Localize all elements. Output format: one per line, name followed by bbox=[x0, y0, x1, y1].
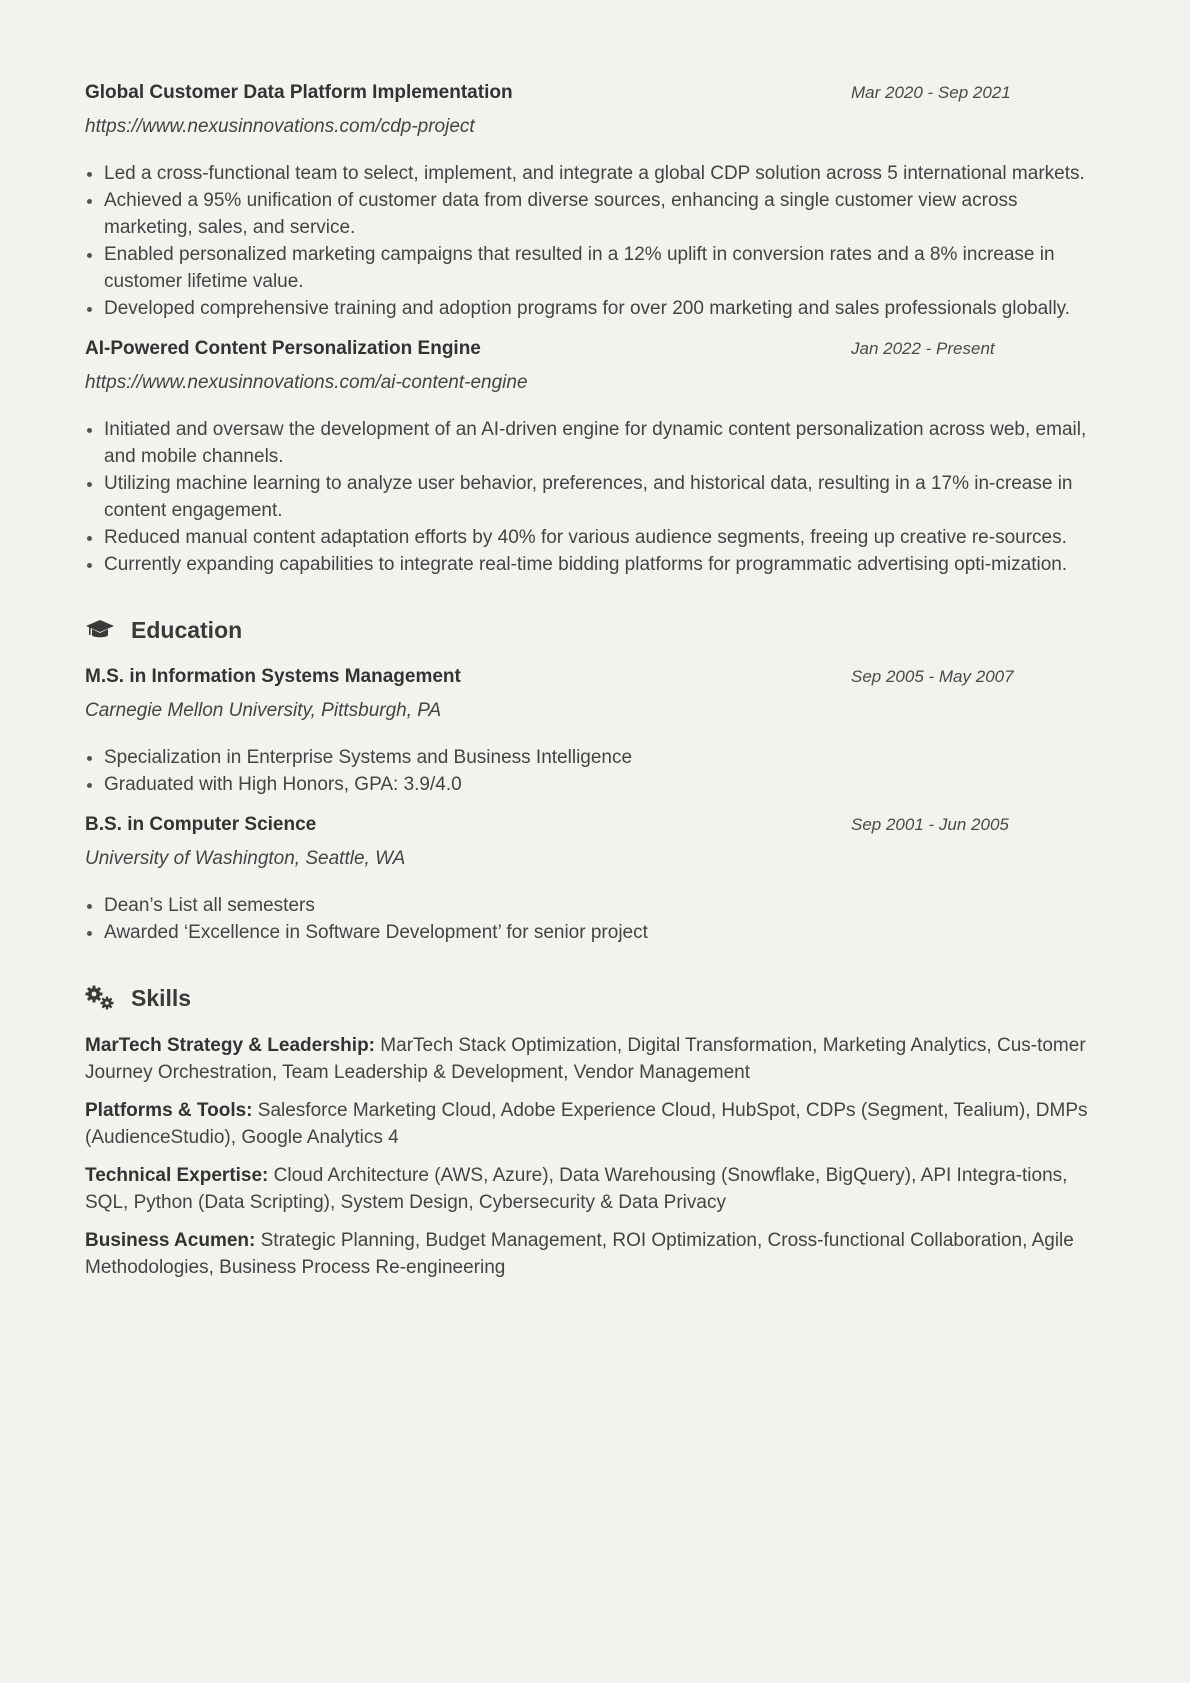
project-header bbox=[85, 336, 1105, 362]
graduation-cap-icon bbox=[85, 617, 115, 643]
project-bullets bbox=[85, 160, 1105, 322]
skills-section bbox=[85, 982, 1105, 1281]
project-entry bbox=[85, 80, 1105, 322]
project-entry bbox=[85, 336, 1105, 578]
section-title: Education bbox=[131, 616, 243, 643]
skill-text: MarTech Stack Optimization, Digital Transformation, Marketing Analytics, Cus-tomer Journey Orchestration, Team Leadership & Development, Vendor Management bbox=[85, 1035, 1086, 1083]
education-header bbox=[85, 812, 1105, 838]
education-bullets bbox=[85, 892, 1105, 946]
project-title: AI-Powered Content Personalization Engine bbox=[85, 338, 481, 359]
skill-row bbox=[85, 1227, 1105, 1281]
list-item: Dean’s List all semesters bbox=[85, 892, 1105, 919]
project-dates: Mar 2020 - Sep 2021 bbox=[851, 83, 1011, 102]
education-dates: Sep 2005 - May 2007 bbox=[851, 667, 1014, 686]
list-item: Reduced manual content adaptation efforts by 40% for various audience segments, freeing up creative re-sources. bbox=[85, 524, 1105, 551]
school-name: Carnegie Mellon University, Pittsburgh, PA bbox=[85, 700, 442, 721]
skill-text: Cloud Architecture (AWS, Azure), Data Warehousing (Snowflake, BigQuery), API Integra-tions, SQL, Python (Data Scripting), System Design, Cybersecurity & Data Privacy bbox=[85, 1165, 1068, 1213]
list-item: Awarded ‘Excellence in Software Development’ for senior project bbox=[85, 919, 1105, 946]
education-header bbox=[85, 664, 1105, 690]
skill-label: Platforms & Tools: bbox=[85, 1100, 253, 1121]
list-item: Led a cross-functional team to select, implement, and integrate a global CDP solution across 5 international markets. bbox=[85, 160, 1105, 187]
list-item: Specialization in Enterprise Systems and Business Intelligence bbox=[85, 744, 1105, 771]
skill-row bbox=[85, 1032, 1105, 1086]
section-title: Skills bbox=[131, 984, 192, 1011]
project-link[interactable]: https://www.nexusinnovations.com/cdp-project bbox=[85, 116, 475, 137]
school-name: University of Washington, Seattle, WA bbox=[85, 848, 406, 869]
skill-label: Technical Expertise: bbox=[85, 1165, 269, 1186]
skill-text: Salesforce Marketing Cloud, Adobe Experience Cloud, HubSpot, CDPs (Segment, Tealium), DMPs (AudienceStudio), Google Analytics 4 bbox=[85, 1100, 1088, 1148]
list-item: Developed comprehensive training and adoption programs for over 200 marketing and sales professionals globally. bbox=[85, 295, 1105, 322]
education-dates: Sep 2001 - Jun 2005 bbox=[851, 815, 1009, 834]
skill-row bbox=[85, 1162, 1105, 1216]
skill-label: MarTech Strategy & Leadership: bbox=[85, 1035, 376, 1056]
gears-icon bbox=[85, 985, 115, 1011]
project-dates: Jan 2022 - Present bbox=[851, 339, 995, 358]
skill-row bbox=[85, 1097, 1105, 1151]
skill-label: Business Acumen: bbox=[85, 1230, 256, 1251]
list-item: Graduated with High Honors, GPA: 3.9/4.0 bbox=[85, 771, 1105, 798]
list-item: Utilizing machine learning to analyze user behavior, preferences, and historical data, resulting in a 17% in-crease in content engagement. bbox=[85, 470, 1105, 524]
skills-heading bbox=[85, 982, 1105, 1014]
project-title: Global Customer Data Platform Implementation bbox=[85, 82, 513, 103]
education-bullets bbox=[85, 744, 1105, 798]
skill-text: Strategic Planning, Budget Management, ROI Optimization, Cross-functional Collaboration, Agile Methodologies, Business Process Re-engineering bbox=[85, 1230, 1074, 1278]
education-entry bbox=[85, 664, 1105, 798]
education-section bbox=[85, 614, 1105, 946]
list-item: Enabled personalized marketing campaigns that resulted in a 12% uplift in conversion rates and a 8% increase in customer lifetime value. bbox=[85, 241, 1105, 295]
list-item: Initiated and oversaw the development of an AI-driven engine for dynamic content personalization across web, email, and mobile channels. bbox=[85, 416, 1105, 470]
project-bullets bbox=[85, 416, 1105, 578]
education-entry bbox=[85, 812, 1105, 946]
list-item: Achieved a 95% unification of customer data from diverse sources, enhancing a single customer view across marketing, sales, and service. bbox=[85, 187, 1105, 241]
project-header bbox=[85, 80, 1105, 106]
education-heading bbox=[85, 614, 1105, 646]
list-item: Currently expanding capabilities to integrate real-time bidding platforms for programmatic advertising opti-mization. bbox=[85, 551, 1105, 578]
degree-title: B.S. in Computer Science bbox=[85, 814, 317, 835]
degree-title: M.S. in Information Systems Management bbox=[85, 666, 461, 687]
project-link[interactable]: https://www.nexusinnovations.com/ai-content-engine bbox=[85, 372, 528, 393]
resume-page bbox=[85, 80, 1105, 1281]
